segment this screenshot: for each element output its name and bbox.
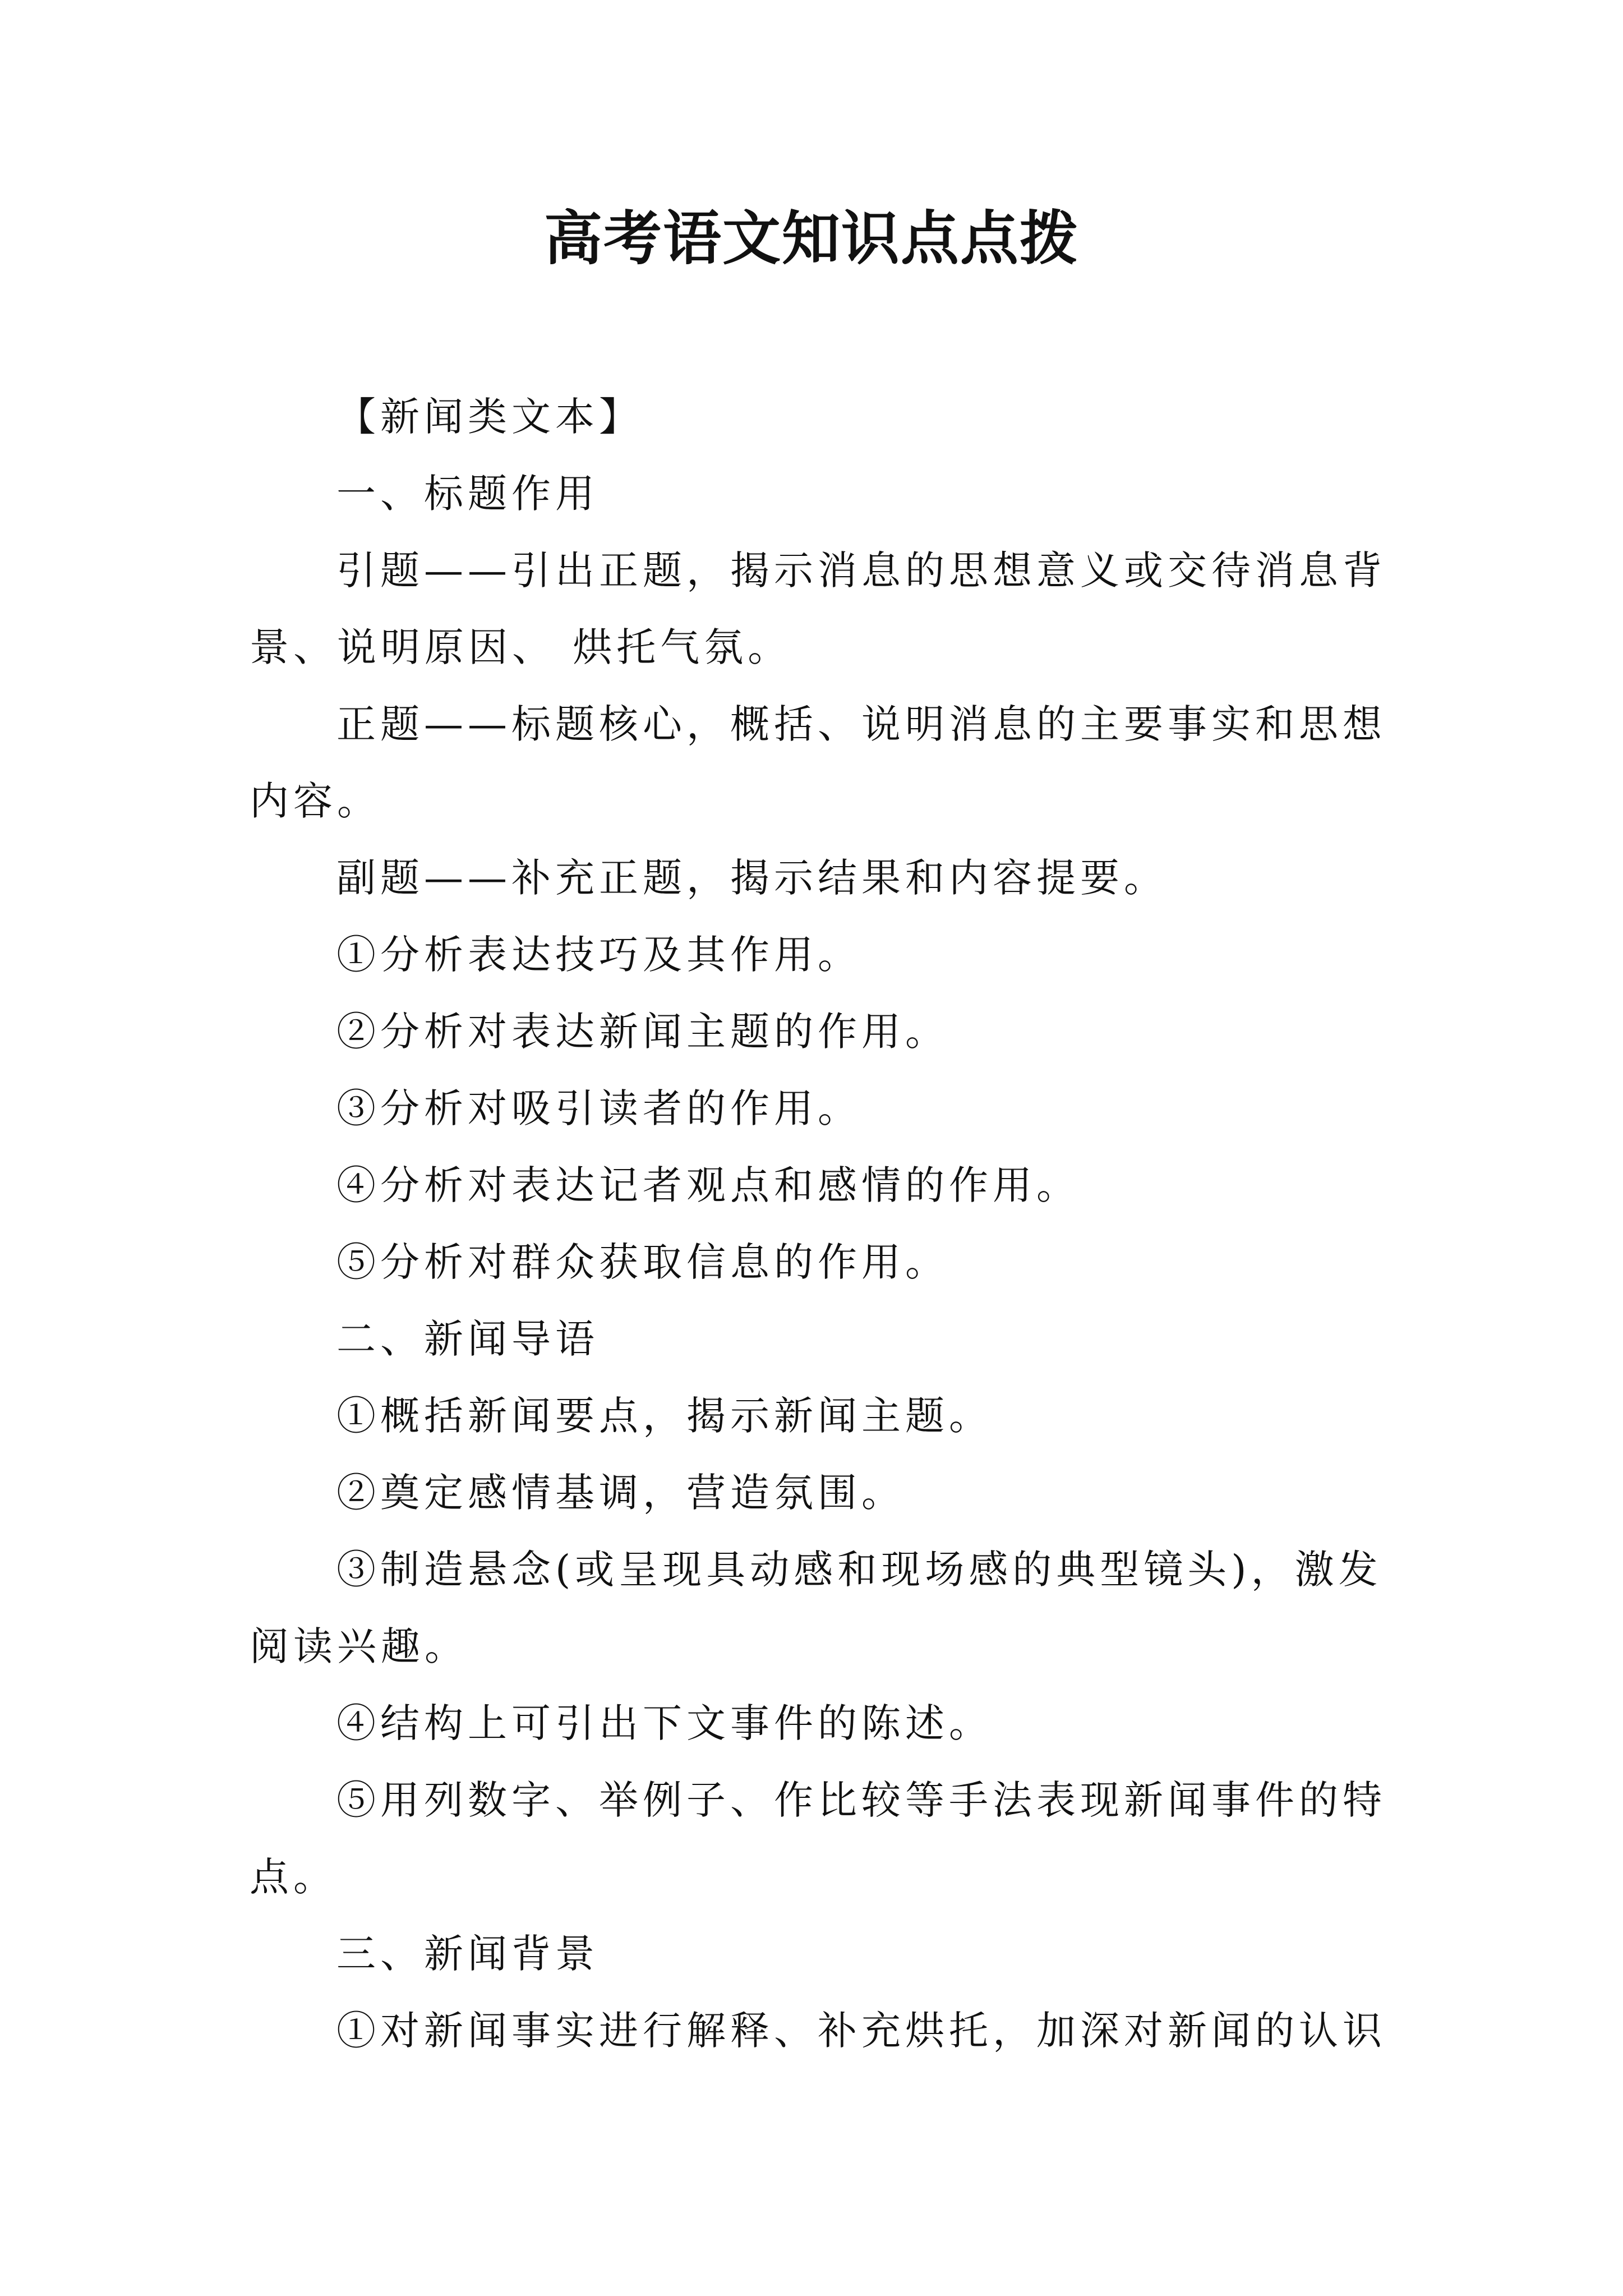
list-item-title-5: ⑤分析对群众获取信息的作用。	[336, 1239, 949, 1285]
list-item-lead-1: ①概括新闻要点，揭示新闻主题。	[336, 1393, 993, 1439]
heading-news-lead: 二、新闻导语	[336, 1316, 599, 1362]
list-item-title-3: ③分析对吸引读者的作用。	[336, 1085, 861, 1131]
list-item-lead-5: ⑤用列数字、举例子、作比较等手法表现新闻事件的特点。	[250, 1777, 1386, 1900]
paragraph-lead-title: 引题——引出正题，揭示消息的思想意义或交待消息背景、说明原因、 烘托气氛。	[250, 547, 1386, 670]
list-item-title-4: ④分析对表达记者观点和感情的作用。	[336, 1162, 1080, 1208]
list-item-title-1: ①分析表达技巧及其作用。	[336, 932, 861, 978]
list-item-background-1: ①对新闻事实进行解释、补充烘托，加深对新闻的认识	[336, 2008, 1386, 2054]
list-item-lead-3: ③制造悬念(或呈现具动感和现场感的典型镜头)，激发阅读兴趣。	[250, 1547, 1382, 1669]
list-item-lead-2: ②奠定感情基调，营造氛围。	[336, 1470, 905, 1516]
paragraph-subtitle: 副题——补充正题，揭示结果和内容提要。	[336, 855, 1168, 901]
list-item-lead-4: ④结构上可引出下文事件的陈述。	[336, 1700, 993, 1746]
heading-title-function: 一、标题作用	[336, 471, 599, 517]
heading-news-background: 三、新闻背景	[336, 1931, 599, 1977]
list-item-title-2: ②分析对表达新闻主题的作用。	[336, 1009, 949, 1055]
document-body	[250, 379, 1388, 2069]
section-label-news-text: 【新闻类文本】	[336, 394, 643, 440]
paragraph-main-title: 正题——标题核心，概括、说明消息的主要事实和思想内容。	[250, 701, 1386, 824]
document-title: 高考语文知识点点拨	[543, 204, 1079, 273]
